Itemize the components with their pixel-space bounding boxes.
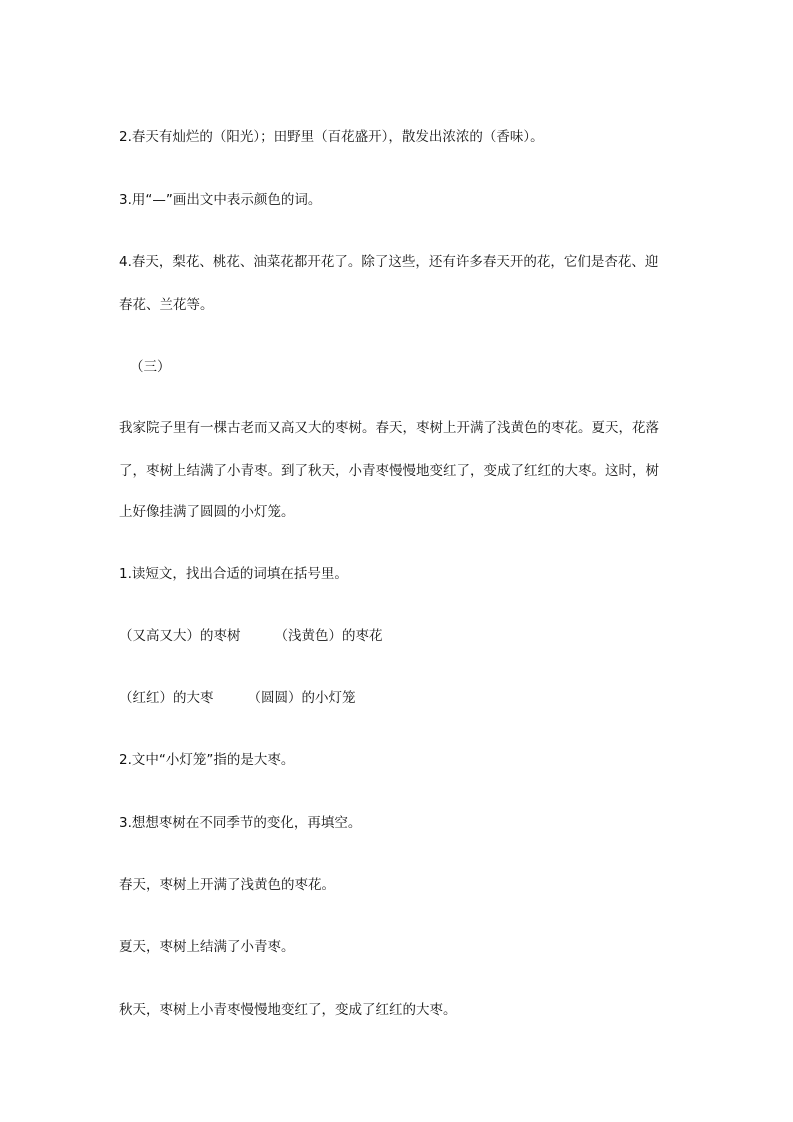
q3-answer-summer: 夏天，枣树上结满了小青枣。 bbox=[119, 939, 295, 955]
passage-line-3: 上好像挂满了圆圆的小灯笼。 bbox=[119, 504, 295, 520]
q1-answer-1: （又高又大）的枣树 bbox=[119, 628, 241, 644]
q1-answer-4: （圆圆）的小灯笼 bbox=[247, 690, 356, 706]
q3-answer-autumn: 秋天，枣树上小青枣慢慢地变红了，变成了红红的大枣。 bbox=[119, 1002, 457, 1018]
q1-answer-row-2 bbox=[119, 689, 356, 707]
question-3-text: 3.用“—”画出文中表示颜色的词。 bbox=[119, 192, 322, 208]
question-4-text-line2: 春花、兰花等。 bbox=[119, 297, 214, 313]
q1-answer-row-1 bbox=[119, 627, 383, 645]
question-2-text: 2.春天有灿烂的（阳光）；田野里（百花盛开），散发出浓浓的（香味）。 bbox=[119, 129, 544, 145]
passage-line-2: 了，枣树上结满了小青枣。到了秋天，小青枣慢慢地变红了，变成了红红的大枣。这时，树 bbox=[119, 463, 659, 479]
q1-answer-2: （浅黄色）的枣花 bbox=[274, 628, 383, 644]
q3-prompt: 3.想想枣树在不同季节的变化，再填空。 bbox=[119, 815, 362, 831]
q2-text: 2.文中“小灯笼”指的是大枣。 bbox=[119, 752, 295, 768]
q1-prompt: 1.读短文，找出合适的词填在括号里。 bbox=[119, 566, 348, 582]
section-heading: （三） bbox=[130, 359, 171, 375]
q3-answer-spring: 春天，枣树上开满了浅黄色的枣花。 bbox=[119, 877, 335, 893]
passage-line-1: 我家院子里有一棵古老而又高又大的枣树。春天，枣树上开满了浅黄色的枣花。夏天，花落 bbox=[119, 420, 659, 436]
q1-answer-3: （红红）的大枣 bbox=[119, 690, 214, 706]
question-4-text-line1: 4.春天，梨花、桃花、油菜花都开花了。除了这些，还有许多春天开的花，它们是杏花、迎 bbox=[119, 254, 659, 270]
